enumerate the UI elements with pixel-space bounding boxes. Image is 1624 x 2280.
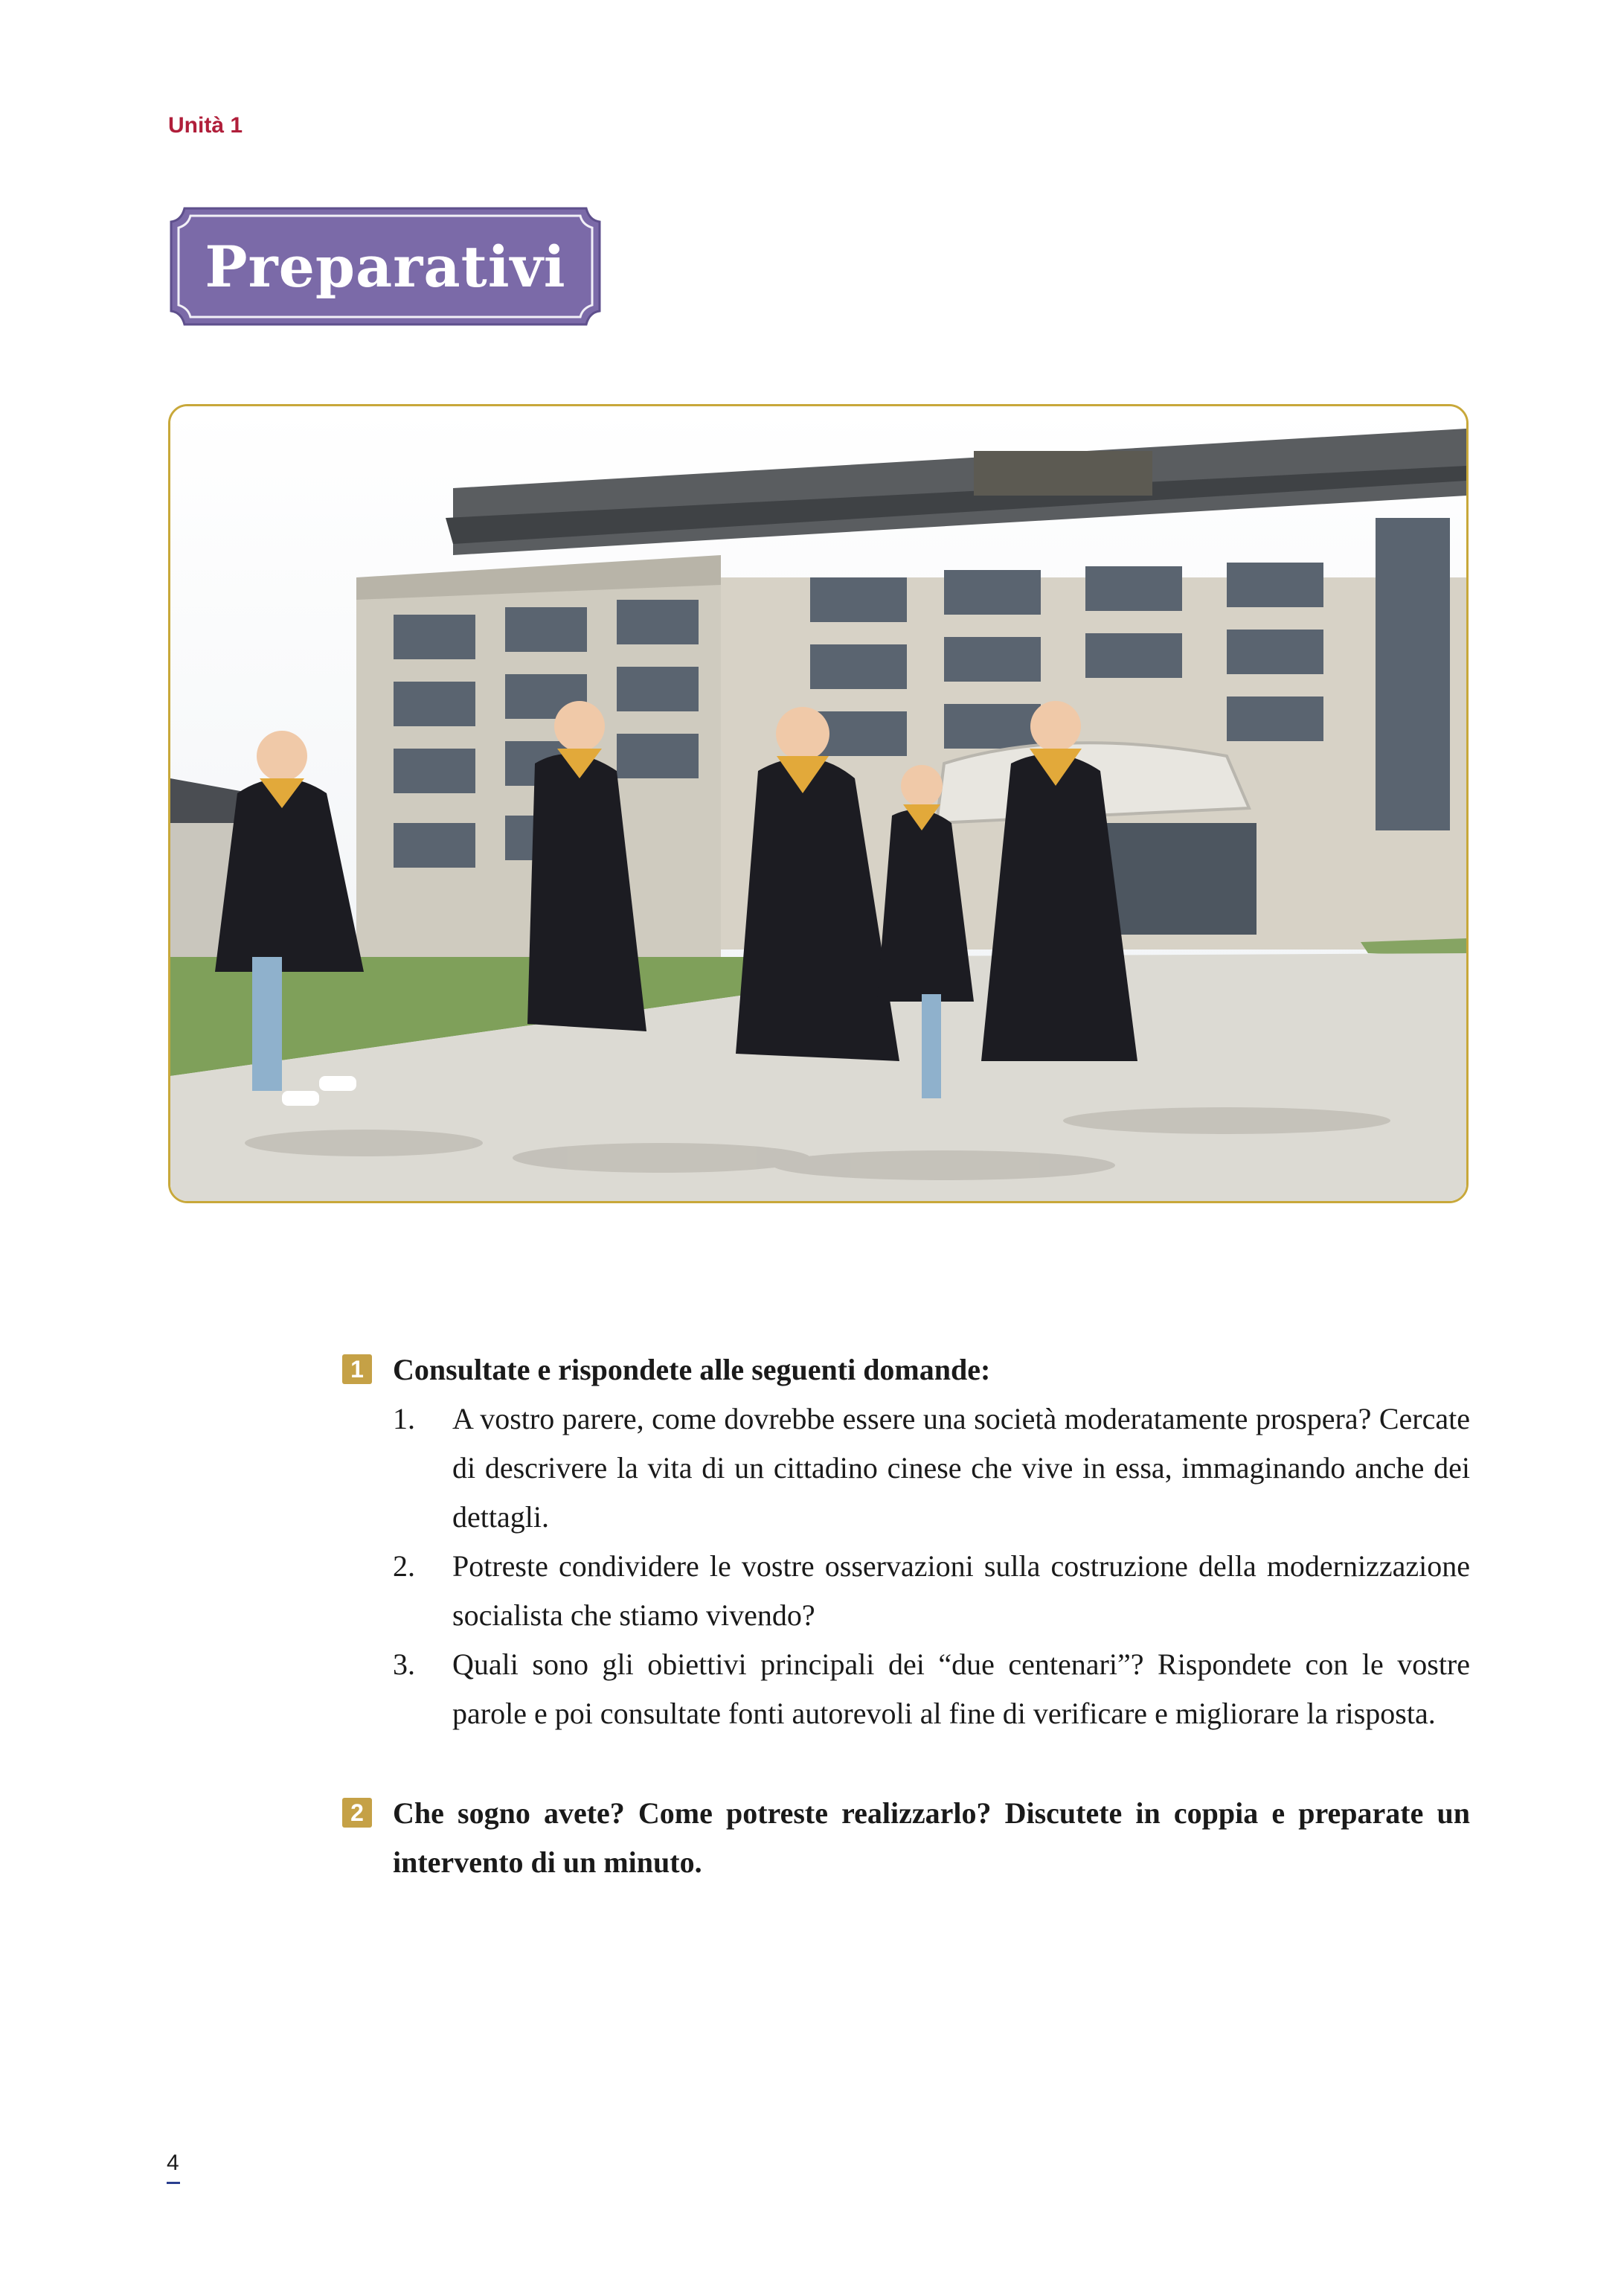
page-number-underline [167, 2182, 180, 2184]
exercise-list [342, 1345, 1470, 1887]
exercise-2 [342, 1789, 1470, 1887]
question-text: Potreste condividere le vostre osservazioni sulla costruzione della modernizzazione socialista che stiamo vivendo? [452, 1549, 1470, 1632]
question-number: 2. [393, 1549, 415, 1583]
question-item [393, 1542, 1470, 1640]
exercise-heading: Consultate e rispondete alle seguenti domande: [393, 1353, 991, 1386]
graduation-photo-icon [170, 406, 1466, 1201]
question-number: 1. [393, 1402, 415, 1435]
exercise-number-badge: 2 [342, 1798, 372, 1828]
question-text: Quali sono gli obiettivi principali dei “due centenari”? Rispondete con le vostre parole e poi consultate fonti autorevoli al fine di verificare e migliorare la risposta. [452, 1647, 1470, 1730]
page-title: Preparativi [205, 233, 566, 300]
page-number: 4 [167, 2151, 179, 2175]
question-item [393, 1640, 1470, 1738]
question-list [393, 1394, 1470, 1738]
question-number: 3. [393, 1647, 415, 1681]
exercise-heading: Che sogno avete? Come potreste realizzarlo? Discutete in coppia e preparate un intervento di un minuto. [393, 1796, 1470, 1879]
section-title-badge [168, 205, 603, 327]
unit-label: Unità 1 [168, 113, 243, 138]
question-item [393, 1394, 1470, 1542]
graduation-photo [168, 404, 1469, 1203]
question-text: A vostro parere, come dovrebbe essere una società moderatamente prospera? Cercate di descrivere la vita di un cittadino cinese che vive in essa, immaginando anche dei dettagli. [452, 1402, 1470, 1534]
exercise-number-badge: 1 [342, 1354, 372, 1384]
exercise-1 [342, 1345, 1470, 1738]
